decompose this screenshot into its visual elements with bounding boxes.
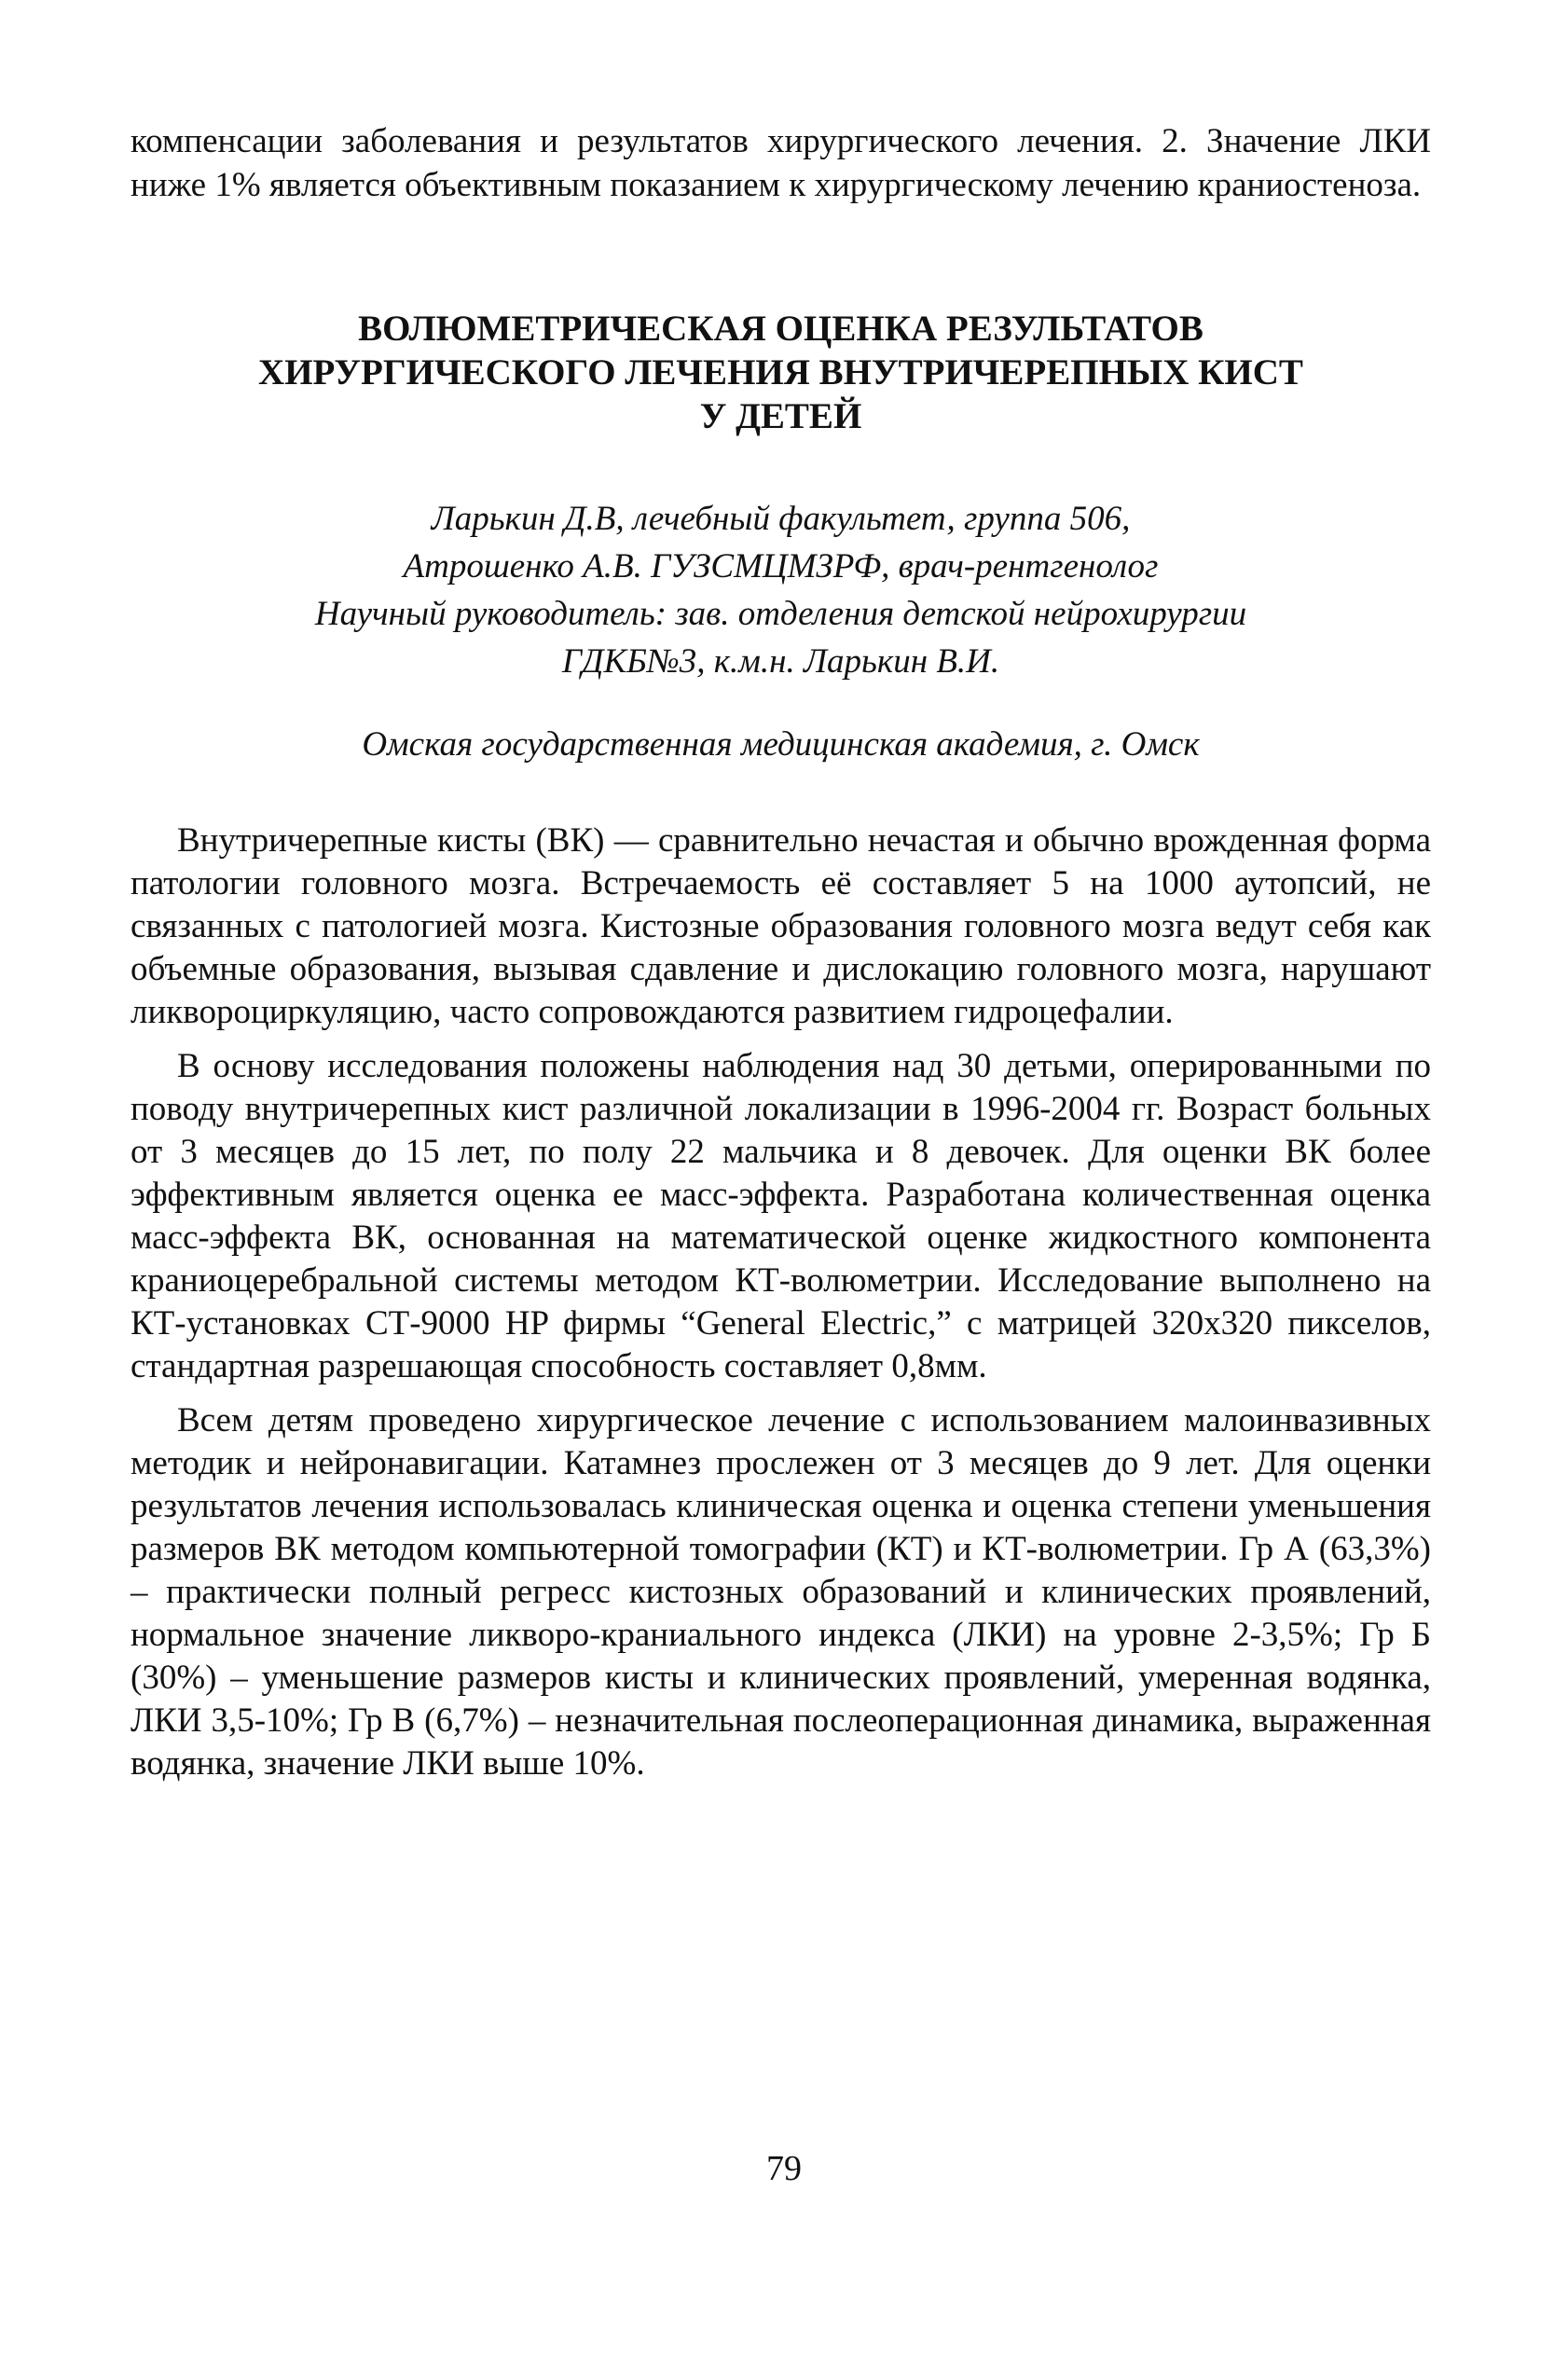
article-body: [131, 820, 1431, 1785]
title-line: У ДЕТЕЙ: [699, 396, 862, 436]
page-number: 79: [766, 2149, 802, 2188]
author-block: [131, 495, 1431, 685]
author-line: Атрошенко А.В. ГУЗСМЦМЗРФ, врач-рентгенолог: [403, 547, 1159, 585]
body-paragraph: Внутричерепные кисты (ВК) — сравнительно нечастая и обычно врожденная форма патологии головного мозга. Встречаемость её составляет 5 на 1000 аутопсий, не связанных с патологией мозга. Кистозные образования головного мозга ведут себя как объемные образования, вызывая сдавление и дислокацию головного мозга, нарушают ликвороциркуляцию, часто сопровождаются развитием гидроцефалии.: [131, 821, 1431, 1031]
body-paragraph: В основу исследования положены наблюдения над 30 детьми, оперированными по поводу внутричерепных кист различной локализации в 1996-2004 гг. Возраст больных от 3 месяцев до 15 лет, по полу 22 мальчика и 8 девочек. Для оценки ВК более эффективным является оценка ее масс-эффекта. Разработана количественная оценка масс-эффекта ВК, основанная на математической оценке жидкостного компонента краниоцеребральной системы методом КТ-волюметрии. Исследование выполнено на КТ-установках СТ-9000 HP фирмы “General Electric,” с матрицей 320х320 пикселов, стандартная разрешающая способность составляет 0,8мм.: [131, 1047, 1431, 1385]
title-line: ВОЛЮМЕТРИЧЕСКАЯ ОЦЕНКА РЕЗУЛЬТАТОВ: [358, 309, 1204, 349]
document-page: [131, 119, 1431, 1785]
article-title: [131, 307, 1431, 438]
author-line: Научный руководитель: зав. отделения детской нейрохирургии: [314, 595, 1247, 633]
title-line: ХИРУРГИЧЕСКОГО ЛЕЧЕНИЯ ВНУТРИЧЕРЕПНЫХ КИСТ: [258, 352, 1303, 393]
author-line: ГДКБ№3, к.м.н. Ларькин В.И.: [561, 642, 1000, 681]
author-line: Ларькин Д.В, лечебный факультет, группа 506,: [431, 500, 1131, 538]
institution-line: Омская государственная медицинская академия, г. Омск: [362, 725, 1200, 764]
body-paragraph: Всем детям проведено хирургическое лечение с использованием малоинвазивных методик и нейронавигации. Катамнез прослежен от 3 месяцев до 9 лет. Для оценки результатов лечения использовалась клиническая оценка и оценка степени уменьшения размеров ВК методом компьютерной томографии (КТ) и КТ-волюметрии. Гр А (63,3%) – практически полный регресс кистозных образований и клинических проявлений, нормальное значение ликворо-краниального индекса (ЛКИ) на уровне 2-3,5%; Гр Б (30%) – уменьшение размеров кисты и клинических проявлений, умеренная водянка, ЛКИ 3,5-10%; Гр В (6,7%) – незначительная послеоперационная динамика, выраженная водянка, значение ЛКИ выше 10%.: [131, 1401, 1431, 1783]
intro-paragraph: компенсации заболевания и результатов хирургического лечения. 2. Значение ЛКИ ниже 1% является объективным показанием к хирургическому лечению краниостеноза.: [131, 122, 1431, 204]
